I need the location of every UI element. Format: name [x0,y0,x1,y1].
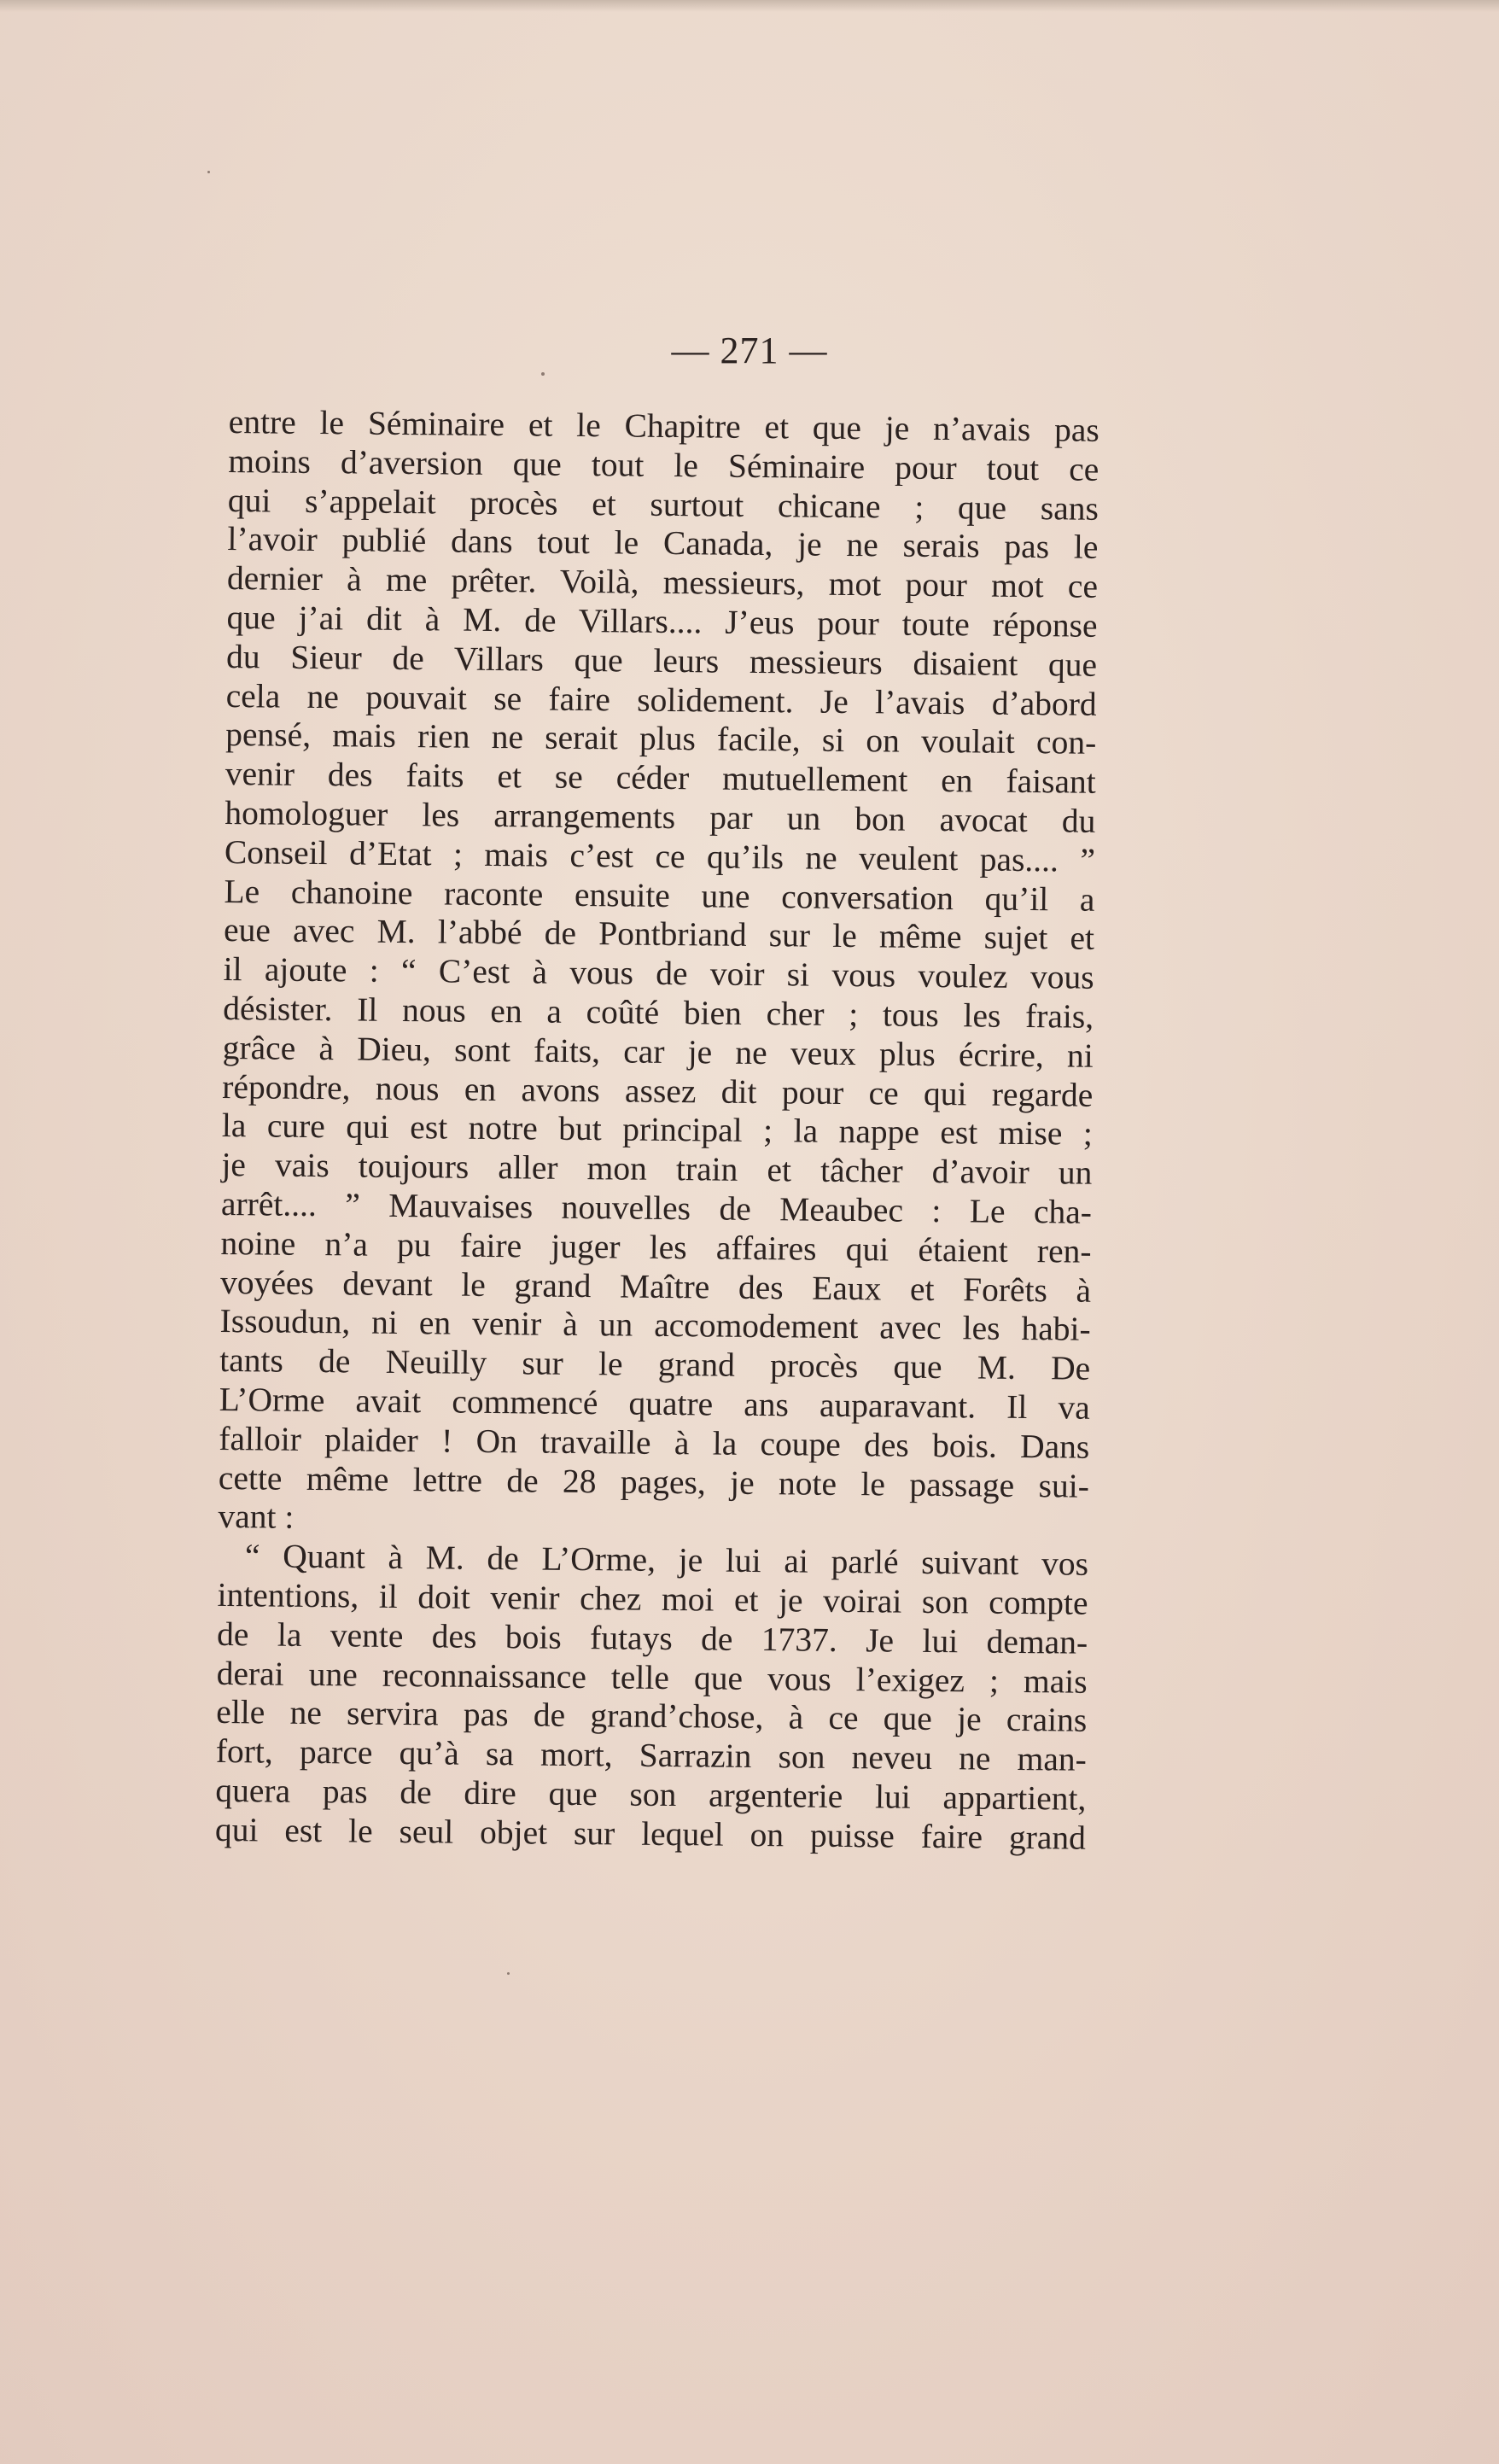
paper-speck [507,1972,510,1975]
text-line: du Sieur de Villars que leurs messieurs disaient que [225,637,1098,684]
text-line: L’Orme avait commencé quatre ans auparavant. Il va [219,1380,1090,1427]
text-line: de la vente des bois futays de 1737. Je lui deman- [216,1614,1088,1661]
text-line: Issoudun, ni en venir à un accomodement avec les habi- [219,1302,1091,1349]
text-line: Conseil d’Etat ; mais c’est ce qu’ils ne veulent pas.... ” [224,832,1096,879]
text-line: voyées devant le grand Maître des Eaux et Forêts à [219,1263,1092,1310]
text-line: Le chanoine raconte ensuite une conversation qu’il a [224,872,1095,919]
text-line: intentions, il doit venir chez moi et je voirai son compte [217,1575,1088,1622]
text-line: pensé, mais rien ne serait plus facile, si on voulait con- [225,715,1097,762]
paper-speck [207,171,210,173]
page-top-edge [0,0,1499,12]
text-line: cette même lettre de 28 pages, je note le passage sui- [218,1458,1090,1505]
text-line: homologuer les arrangements par un bon avocat du [225,793,1096,840]
text-line: dernier à me prêter. Voilà, messieurs, mot pour mot ce [226,559,1099,605]
text-line: qui s’appelait procès et surtout chicane ; que sans [227,481,1099,528]
text-line: que j’ai dit à M. de Villars.... J’eus pour toute réponse [226,598,1098,645]
text-line: grâce à Dieu, sont faits, car je ne veux plus écrire, ni [222,1028,1094,1075]
text-line: cela ne pouvait se faire solidement. Je l’avais d’abord [225,676,1097,723]
text-line: moins d’aversion que tout le Séminaire pour tout ce [228,441,1099,488]
paper-speck [541,372,545,376]
text-line: l’avoir publié dans tout le Canada, je ne serais pas le [227,520,1099,567]
text-line: fort, parce qu’à sa mort, Sarrazin son neveu ne man- [215,1732,1088,1778]
body-text [215,403,1099,1858]
text-line: tants de Neuilly sur le grand procès que M. De [219,1341,1091,1387]
text-line: je vais toujours aller mon train et tâcher d’avoir un [221,1146,1093,1192]
text-line: vant : [218,1498,295,1537]
page-number: — 271 — [671,330,828,371]
text-line: désister. Il nous en a coûté bien cher ; tous les frais, [222,989,1094,1036]
text-line: venir des faits et se céder mutuellement en faisant [225,755,1096,801]
text-line: derai une reconnaissance telle que vous l’exigez ; mais [216,1654,1088,1701]
text-line: qui est le seul objet sur lequel on puisse faire grand [214,1810,1087,1857]
text-line: répondre, nous en avons assez dit pour ce qui regarde [222,1067,1094,1114]
text-line: falloir plaider ! On travaille à la coupe des bois. Dans [219,1419,1090,1466]
text-line: eue avec M. l’abbé de Pontbriand sur le même sujet et [223,911,1095,958]
text-line: il ajoute : “ C’est à vous de voir si vous voulez vous [223,950,1094,996]
text-line: la cure qui est notre but principal ; la nappe est mise ; [221,1106,1094,1153]
text-line: elle ne servira pas de grand’chose, à ce que je crains [216,1693,1088,1740]
text-line: arrêt.... ” Mauvaises nouvelles de Meaubec : Le cha- [220,1184,1093,1231]
text-line: quera pas de dire que son argenterie lui appartient, [215,1771,1087,1818]
text-line: entre le Séminaire et le Chapitre et que je n’avais pas [228,403,1099,449]
text-line: “ Quant à M. de L’Orme, je lui ai parlé suivant vos [244,1537,1089,1583]
text-line: noine n’a pu faire juger les affaires qui étaient ren- [220,1223,1092,1270]
